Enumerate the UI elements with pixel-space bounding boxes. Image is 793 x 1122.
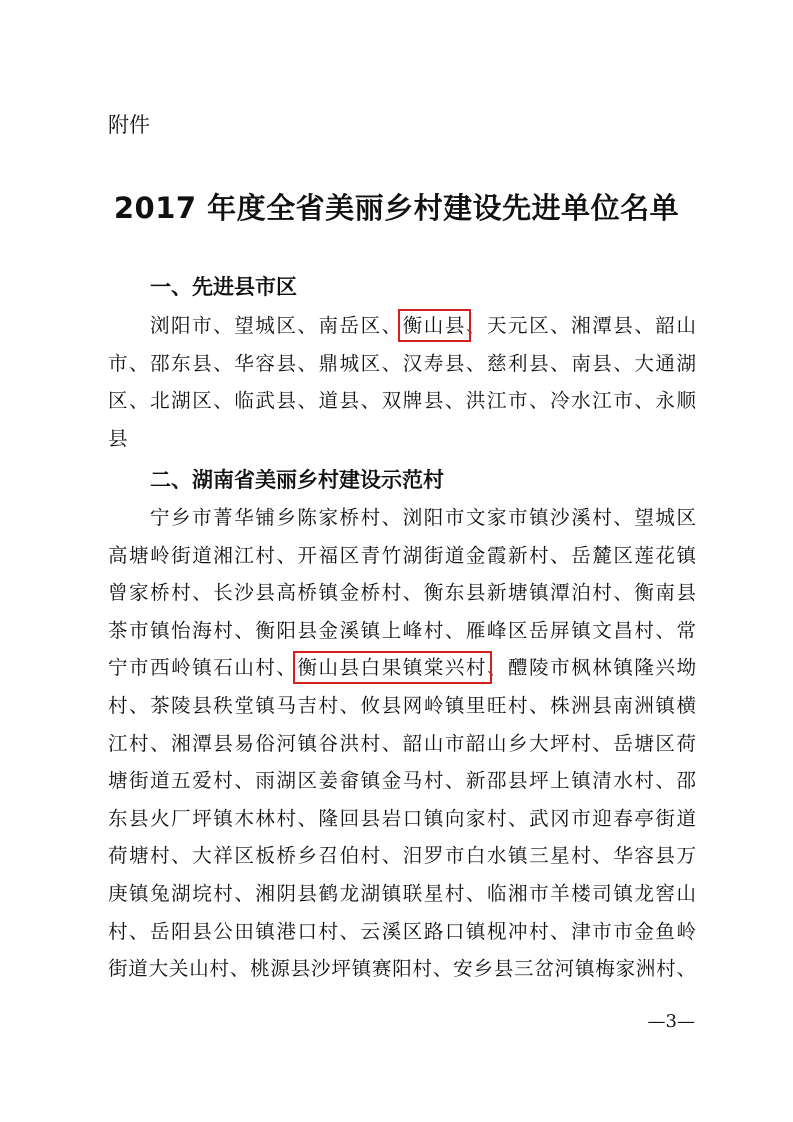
section-body-counties: [108, 307, 696, 457]
text-line: 宁乡市菁华铺乡陈家桥村、浏阳市文家市镇沙溪村、望城区: [150, 506, 696, 529]
text-line: 村、岳阳县公田镇港口村、云溪区路口镇枧冲村、津市市金鱼岭: [108, 919, 696, 943]
text-line: 宁市西岭镇石山村、衡山县白果镇棠兴村、醴陵市枫林镇隆兴坳: [108, 656, 696, 680]
text-line: 曾家桥村、长沙县高桥镇金桥村、衡东县新塘镇潭泊村、衡南县: [108, 581, 696, 605]
text-line: 塘街道五爱村、雨湖区姜畲镇金马村、新邵县坪上镇清水村、邵: [108, 769, 696, 793]
text-line: 区、北湖区、临武县、道县、双牌县、洪江市、冷水江市、永顺: [108, 389, 696, 413]
text-line: 江村、湘潭县易俗河镇谷洪村、韶山市韶山乡大坪村、岳塘区荷: [108, 731, 696, 755]
text-line: 高塘岭街道湘江村、开福区青竹湖街道金霞新村、岳麓区莲花镇: [108, 543, 696, 567]
highlighted-village: 衡山县白果镇棠兴村: [297, 656, 487, 680]
highlighted-county: 衡山县: [402, 314, 466, 337]
text-line: 荷塘村、大祥区板桥乡召伯村、汨罗市白水镇三星村、华容县万: [108, 844, 696, 868]
text-line: 街道大关山村、桃源县沙坪镇赛阳村、安乡县三岔河镇梅家洲村、: [108, 957, 696, 981]
document-title: 2017 年度全省美丽乡村建设先进单位名单: [113, 191, 680, 225]
text-line: 村、茶陵县秩堂镇马吉村、攸县网岭镇里旺村、株洲县南洲镇横: [108, 693, 696, 717]
page-number: —3—: [647, 1011, 695, 1032]
section-body-villages: [108, 499, 696, 988]
text-line: 浏阳市、望城区、南岳区、衡山县、天元区、湘潭县、韶山: [150, 314, 696, 337]
text-line: 市、邵东县、华容县、鼎城区、汉寿县、慈利县、南县、大通湖: [108, 351, 696, 375]
text-line: 庚镇兔湖垸村、湘阴县鹤龙湖镇联星村、临湘市羊楼司镇龙窖山: [108, 881, 696, 905]
text-line: 茶市镇怡海村、衡阳县金溪镇上峰村、雁峰区岳屏镇文昌村、常: [108, 618, 696, 642]
attachment-label: 附件: [108, 113, 150, 137]
section-heading-counties: 一、先进县市区: [150, 275, 297, 299]
text-line: 县: [108, 426, 128, 450]
section-heading-villages: 二、湖南省美丽乡村建设示范村: [150, 468, 444, 492]
text-line: 东县火厂坪镇木林村、隆回县岩口镇向家村、武冈市迎春亭街道: [108, 806, 696, 830]
